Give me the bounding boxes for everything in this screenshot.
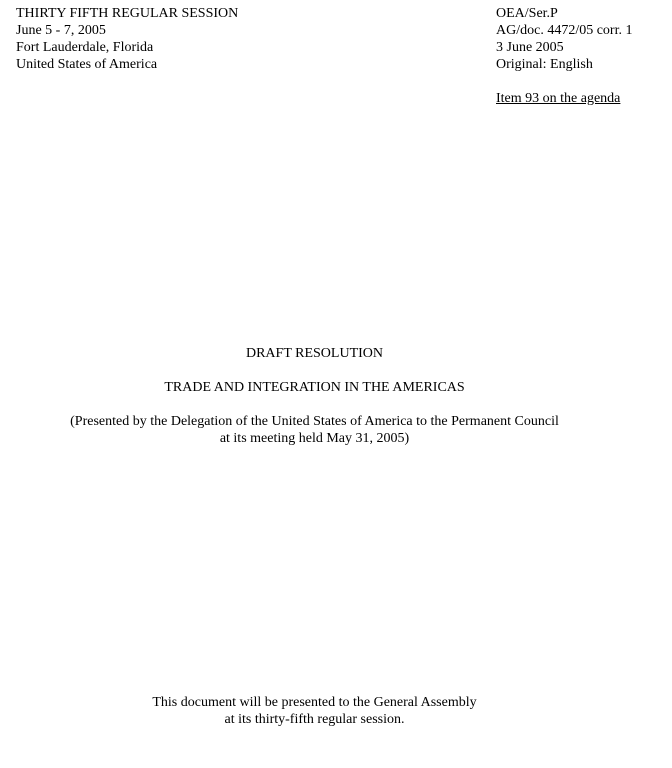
presented-by-line-2: at its meeting held May 31, 2005) (219, 431, 410, 446)
presented-by-note (0, 413, 629, 447)
session-country: United States of America (16, 57, 158, 72)
session-city: Fort Lauderdale, Florida (16, 40, 154, 55)
footer-note (0, 694, 629, 728)
document-date: 3 June 2005 (496, 40, 564, 55)
document-reference-block (496, 5, 632, 73)
agenda-item: Item 93 on the agenda (496, 91, 621, 106)
draft-resolution-heading: DRAFT RESOLUTION (245, 346, 384, 361)
presented-by-line-1: (Presented by the Delegation of the United States of America to the Permanent Council (70, 414, 559, 429)
document-original-language: Original: English (496, 57, 593, 72)
footer-note-line-2: at its thirty-fifth regular session. (224, 712, 405, 727)
session-info-block (16, 5, 238, 73)
session-name: THIRTY FIFTH REGULAR SESSION (16, 6, 239, 21)
document-number: AG/doc. 4472/05 corr. 1 (496, 23, 633, 38)
session-dates: June 5 - 7, 2005 (16, 23, 106, 38)
resolution-title: TRADE AND INTEGRATION IN THE AMERICAS (164, 380, 465, 395)
footer-note-line-1: This document will be presented to the General Assembly (152, 695, 477, 710)
document-series: OEA/Ser.P (496, 6, 558, 21)
